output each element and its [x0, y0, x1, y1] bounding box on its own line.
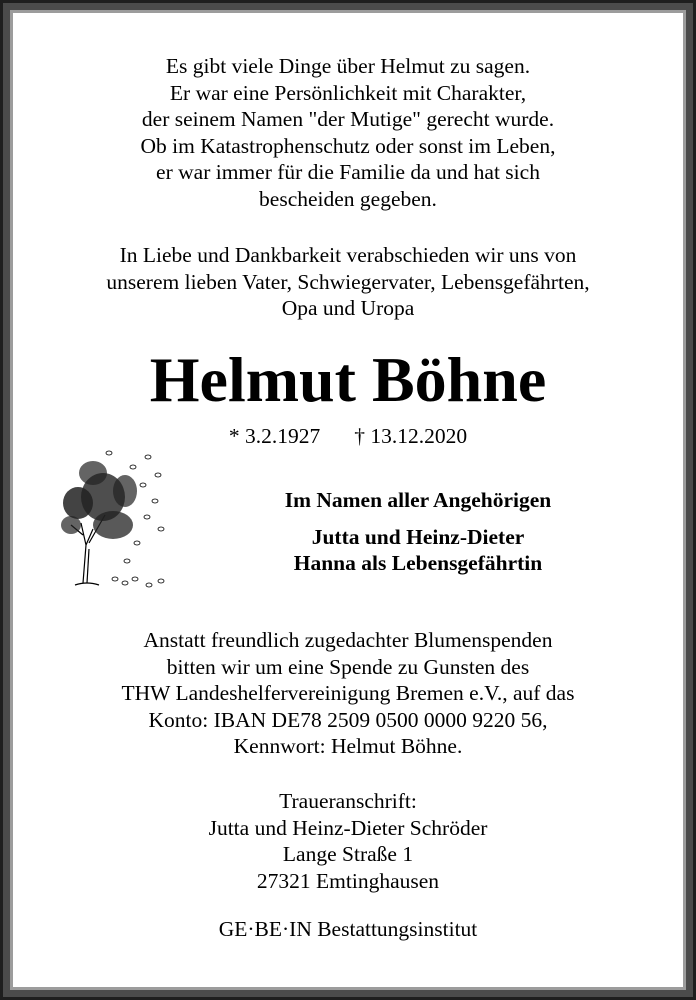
address-line: 27321 Emtinghausen — [256, 868, 440, 893]
address-line: Traueranschrift: — [279, 789, 417, 813]
birth-date: * 3.2.1927 — [228, 424, 321, 448]
donation-line: Anstatt freundlich zugedachter Blumenspenden — [143, 628, 553, 652]
frame-inner-border — [10, 10, 686, 990]
farewell-line: Opa und Uropa — [281, 296, 415, 320]
mourner-name: Jutta und Heinz-Dieter — [311, 524, 525, 549]
farewell-text — [13, 242, 683, 322]
intro-line: Ob im Katastrophenschutz oder sonst im Leben, — [140, 133, 556, 158]
farewell-line: unserem lieben Vater, Schwiegervater, Lebensgefährten, — [106, 269, 590, 294]
funeral-home — [13, 916, 683, 943]
address-line: Lange Straße 1 — [282, 842, 414, 866]
farewell-line: In Liebe und Dankbarkeit verabschieden wir uns von — [119, 243, 577, 267]
intro-line: Es gibt viele Dinge über Helmut zu sagen. — [165, 54, 531, 78]
mourners — [153, 487, 683, 577]
donation-request — [13, 627, 683, 760]
donation-line: Kennwort: Helmut Böhne. — [233, 734, 463, 758]
intro-line: Er war eine Persönlichkeit mit Charakter, — [169, 80, 527, 105]
donation-line: THW Landeshelfervereinigung Bremen e.V., auf das — [121, 681, 575, 705]
mourner-name: Hanna als Lebensgefährtin — [293, 551, 543, 575]
intro-line: er war immer für die Familie da und hat sich — [156, 160, 540, 184]
mourners-heading: Im Namen aller Angehörigen — [284, 488, 552, 512]
obituary-notice — [13, 13, 683, 987]
address-line: Jutta und Heinz-Dieter Schröder — [208, 815, 488, 840]
mourning-address — [13, 788, 683, 894]
intro-text — [13, 53, 683, 212]
donation-line: bitten wir um eine Spende zu Gunsten des — [166, 654, 530, 679]
intro-line: bescheiden gegeben. — [259, 186, 437, 211]
intro-line: der seinem Namen "der Mutige" gerecht wurde. — [141, 107, 555, 131]
death-date: † 13.12.2020 — [354, 424, 468, 448]
donation-line: Konto: IBAN DE78 2509 0500 0000 9220 56, — [148, 707, 548, 732]
funeral-home-name: GE·BE·IN Bestattungsinstitut — [218, 917, 478, 941]
deceased-name: Helmut Böhne — [149, 344, 547, 415]
